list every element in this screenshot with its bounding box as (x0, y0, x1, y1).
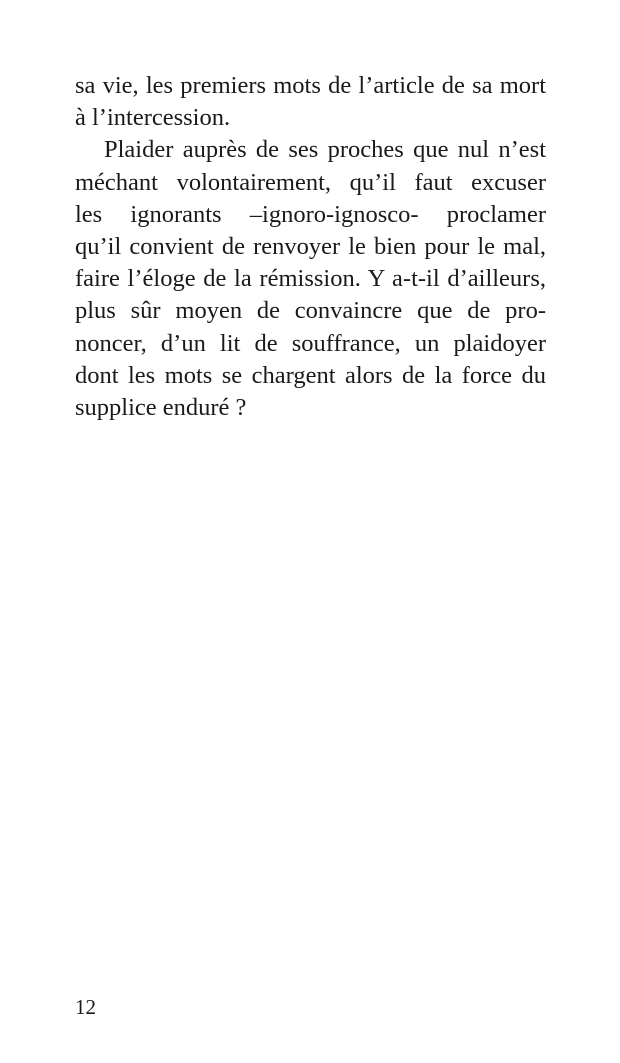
text-line: supplice enduré ? (75, 393, 247, 421)
text-line: dont les mots se chargent alors de la force du (75, 361, 546, 389)
text-line: à l’intercession. (75, 104, 231, 132)
text-line: les ignorants –ignoro-ignosco- proclamer (75, 200, 546, 228)
text-line: noncer, d’un lit de souffrance, un plaidoyer (75, 329, 546, 357)
text-line: méchant volontairement, qu’il faut excuser (75, 168, 546, 196)
text-line: plus sûr moyen de convaincre que de pro- (75, 297, 546, 325)
paragraph-first-line: Plaider auprès de ses proches que nul n’est (104, 136, 546, 164)
body-text (75, 70, 546, 424)
page-number: 12 (75, 995, 96, 1019)
text-line: sa vie, les premiers mots de l’article de sa mort (75, 72, 546, 99)
text-line: faire l’éloge de la rémission. Y a-t-il d’ailleurs, (75, 265, 546, 293)
text-line: qu’il convient de renvoyer le bien pour le mal, (75, 232, 546, 260)
